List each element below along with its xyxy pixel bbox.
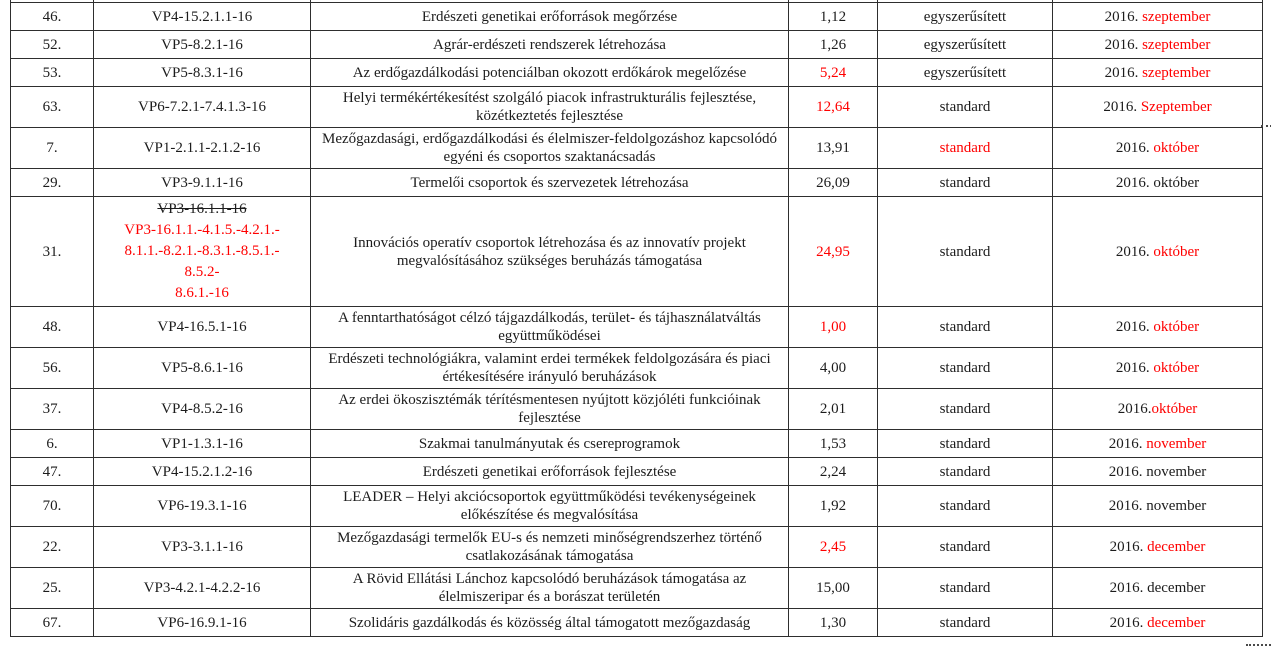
procedure-type-cell: standard [878, 568, 1053, 609]
date-month: december [1143, 614, 1206, 631]
procedure-type-cell: standard [878, 430, 1053, 458]
budget-value-cell: 1,30 [789, 609, 878, 637]
procedure-type-cell: standard [878, 348, 1053, 389]
measure-description-cell: Az erdei ökoszisztémák térítésmentesen nyújtott közjóléti funkcióinak fejlesztése [311, 389, 789, 430]
date-month: szeptember [1138, 36, 1211, 53]
announcement-date-cell [1053, 389, 1263, 430]
date-month: november [1142, 498, 1207, 514]
code-revision-line: 8.5.2- [184, 264, 220, 280]
row-number-cell: 63. [11, 87, 94, 128]
code-revision-line: 8.6.1.-16 [175, 285, 229, 301]
measure-code-cell: VP4-8.5.2-16 [94, 389, 311, 430]
table-row [11, 87, 1263, 128]
announcement-date-cell [1053, 307, 1263, 348]
date-year: 2016. [1109, 614, 1144, 631]
measure-description-cell: Erdészeti technológiákra, valamint erdei termékek feldolgozására és piaci értékesítésére irányuló beruházások [311, 348, 789, 389]
table-row [11, 169, 1263, 197]
announcement-date-cell [1053, 59, 1263, 87]
date-year: 2016. [1117, 401, 1152, 417]
table-row [11, 31, 1263, 59]
budget-value-cell: 1,53 [789, 430, 878, 458]
budget-value-cell: 13,91 [789, 128, 878, 169]
table-row [11, 458, 1263, 486]
date-year: 2016. [1115, 319, 1150, 335]
budget-value-cell: 1,12 [789, 3, 878, 31]
code-strikethrough-line: VP3-16.1.1-16 [157, 201, 247, 217]
budget-value-cell: 15,00 [789, 568, 878, 609]
table-row [11, 3, 1263, 31]
date-year: 2016. [1115, 360, 1150, 376]
announcement-date-cell [1053, 128, 1263, 169]
date-year: 2016. [1115, 140, 1150, 156]
announcement-date-cell [1053, 527, 1263, 568]
code-revision-line: VP3-16.1.1.-4.1.5.-4.2.1.- [124, 222, 280, 238]
procedure-type-cell: standard [878, 389, 1053, 430]
row-number-cell: 67. [11, 609, 94, 637]
row-number-cell: 7. [11, 128, 94, 169]
measure-code-cell: VP4-15.2.1.1-16 [94, 3, 311, 31]
budget-value-cell: 26,09 [789, 169, 878, 197]
table-row [11, 348, 1263, 389]
announcement-date-cell [1053, 568, 1263, 609]
procedure-type-cell: standard [878, 87, 1053, 128]
procedure-type-cell: standard [878, 169, 1053, 197]
measure-code-cell: VP3-3.1.1-16 [94, 527, 311, 568]
budget-value-cell: 24,95 [789, 197, 878, 307]
measure-description-cell: Az erdőgazdálkodási potenciálban okozott erdőkárok megelőzése [311, 59, 789, 87]
budget-value-cell: 5,24 [789, 59, 878, 87]
date-month: október [1149, 243, 1200, 260]
measure-description-cell: Helyi termékértékesítést szolgáló piacok infrastrukturális fejlesztése, közétkeztetés fejlesztése [311, 87, 789, 128]
budget-value-cell: 2,24 [789, 458, 878, 486]
procedure-type-cell: standard [878, 486, 1053, 527]
measure-description-cell: Mezőgazdasági termelők EU-s és nemzeti minőségrendszerhez történő csatlakozásának támogatása [311, 527, 789, 568]
row-number-cell: 25. [11, 568, 94, 609]
row-number-cell: 53. [11, 59, 94, 87]
procedure-type-cell: standard [878, 609, 1053, 637]
row-number-cell: 47. [11, 458, 94, 486]
measure-code-cell: VP6-16.9.1-16 [94, 609, 311, 637]
procedure-type-cell: standard [878, 128, 1053, 169]
measure-description-cell: Szakmai tanulmányutak és csereprogramok [311, 430, 789, 458]
measure-description-cell: Mezőgazdasági, erdőgazdálkodási és élelmiszer-feldolgozáshoz kapcsolódó egyéni és csoportos szaktanácsadás [311, 128, 789, 169]
announcement-date-cell [1053, 458, 1263, 486]
announcement-date-cell [1053, 31, 1263, 59]
announcement-date-cell [1053, 87, 1263, 128]
measure-code-cell: VP5-8.2.1-16 [94, 31, 311, 59]
table-row [11, 568, 1263, 609]
table-row [11, 389, 1263, 430]
measure-code-cell: VP4-15.2.1.2-16 [94, 458, 311, 486]
date-year: 2016. [1108, 498, 1143, 514]
announcement-date-cell [1053, 609, 1263, 637]
measure-code-cell: VP1-2.1.1-2.1.2-16 [94, 128, 311, 169]
section-break-dots-icon [1246, 644, 1271, 646]
date-month: szeptember [1138, 8, 1211, 25]
measure-code-cell: VP6-19.3.1-16 [94, 486, 311, 527]
date-year: 2016. [1108, 435, 1143, 452]
table-row [11, 128, 1263, 169]
date-month: október [1149, 319, 1200, 335]
procedure-type-cell: standard [878, 527, 1053, 568]
budget-value-cell: 2,01 [789, 389, 878, 430]
date-month: október [1149, 174, 1200, 191]
section-break-dots-icon [1261, 125, 1271, 127]
date-year: 2016. [1109, 580, 1144, 596]
date-year: 2016. [1103, 99, 1138, 115]
date-month: december [1143, 539, 1206, 555]
announcement-date-cell [1053, 169, 1263, 197]
date-year: 2016. [1115, 243, 1150, 260]
date-month: október [1149, 360, 1200, 376]
announcement-date-cell [1053, 486, 1263, 527]
announcement-date-cell [1053, 3, 1263, 31]
measure-code-cell [94, 197, 311, 307]
measure-description-cell: Agrár-erdészeti rendszerek létrehozása [311, 31, 789, 59]
code-revision-line: 8.1.1.-8.2.1.-8.3.1.-8.5.1.- [124, 243, 280, 259]
date-year: 2016. [1115, 174, 1150, 191]
date-year: 2016. [1109, 539, 1144, 555]
row-number-cell: 22. [11, 527, 94, 568]
measure-code-cell: VP5-8.6.1-16 [94, 348, 311, 389]
measure-description-cell: Szolidáris gazdálkodás és közösség által támogatott mezőgazdaság [311, 609, 789, 637]
procedure-type-cell: egyszerűsített [878, 31, 1053, 59]
measure-code-cell: VP3-9.1.1-16 [94, 169, 311, 197]
budget-value-cell: 1,26 [789, 31, 878, 59]
procedure-type-cell: egyszerűsített [878, 3, 1053, 31]
date-month: november [1142, 435, 1207, 452]
measure-description-cell: Erdészeti genetikai erőforrások fejlesztése [311, 458, 789, 486]
date-year: 2016. [1108, 463, 1143, 480]
measure-description-cell: A fenntarthatóságot célzó tájgazdálkodás, terület- és tájhasználatváltás együttműködései [311, 307, 789, 348]
procedure-type-cell: standard [878, 197, 1053, 307]
date-year: 2016. [1104, 64, 1139, 81]
schedule-table [10, 0, 1263, 637]
table-row [11, 307, 1263, 348]
procedure-type-cell: standard [878, 458, 1053, 486]
date-month: szeptember [1138, 64, 1211, 81]
measure-description-cell: A Rövid Ellátási Lánchoz kapcsolódó beruházások támogatása az élelmiszeripar és a borászat területén [311, 568, 789, 609]
measure-description-cell: Innovációs operatív csoportok létrehozása és az innovatív projekt megvalósításához szükséges beruházás támogatása [311, 197, 789, 307]
announcement-date-cell [1053, 348, 1263, 389]
announcement-date-cell [1053, 197, 1263, 307]
measure-description-cell: Erdészeti genetikai erőforrások megőrzése [311, 3, 789, 31]
measure-description-cell: LEADER – Helyi akciócsoportok együttműködési tevékenységeinek előkészítése és megvalósítása [311, 486, 789, 527]
budget-value-cell: 12,64 [789, 87, 878, 128]
row-number-cell: 52. [11, 31, 94, 59]
budget-value-cell: 4,00 [789, 348, 878, 389]
table-row [11, 430, 1263, 458]
procedure-type-cell: egyszerűsített [878, 59, 1053, 87]
row-number-cell: 56. [11, 348, 94, 389]
date-month: Szeptember [1137, 99, 1212, 115]
row-number-cell: 37. [11, 389, 94, 430]
measure-code-cell: VP3-4.2.1-4.2.2-16 [94, 568, 311, 609]
announcement-date-cell [1053, 430, 1263, 458]
table-row [11, 486, 1263, 527]
budget-value-cell: 2,45 [789, 527, 878, 568]
table-row [11, 609, 1263, 637]
date-year: 2016. [1104, 8, 1139, 25]
date-month: november [1142, 463, 1207, 480]
table-body [11, 0, 1263, 637]
table-row [11, 59, 1263, 87]
row-number-cell: 70. [11, 486, 94, 527]
row-number-cell: 46. [11, 3, 94, 31]
date-month: október [1151, 401, 1198, 417]
table-row [11, 197, 1263, 307]
measure-description-cell: Termelői csoportok és szervezetek létrehozása [311, 169, 789, 197]
measure-code-cell: VP6-7.2.1-7.4.1.3-16 [94, 87, 311, 128]
budget-value-cell: 1,00 [789, 307, 878, 348]
procedure-type-cell: standard [878, 307, 1053, 348]
measure-code-cell: VP4-16.5.1-16 [94, 307, 311, 348]
table-row [11, 527, 1263, 568]
row-number-cell: 29. [11, 169, 94, 197]
row-number-cell: 31. [11, 197, 94, 307]
budget-value-cell: 1,92 [789, 486, 878, 527]
date-month: december [1143, 580, 1206, 596]
date-year: 2016. [1104, 36, 1139, 53]
measure-code-cell: VP1-1.3.1-16 [94, 430, 311, 458]
measure-code-cell: VP5-8.3.1-16 [94, 59, 311, 87]
row-number-cell: 6. [11, 430, 94, 458]
date-month: október [1149, 140, 1200, 156]
row-number-cell: 48. [11, 307, 94, 348]
